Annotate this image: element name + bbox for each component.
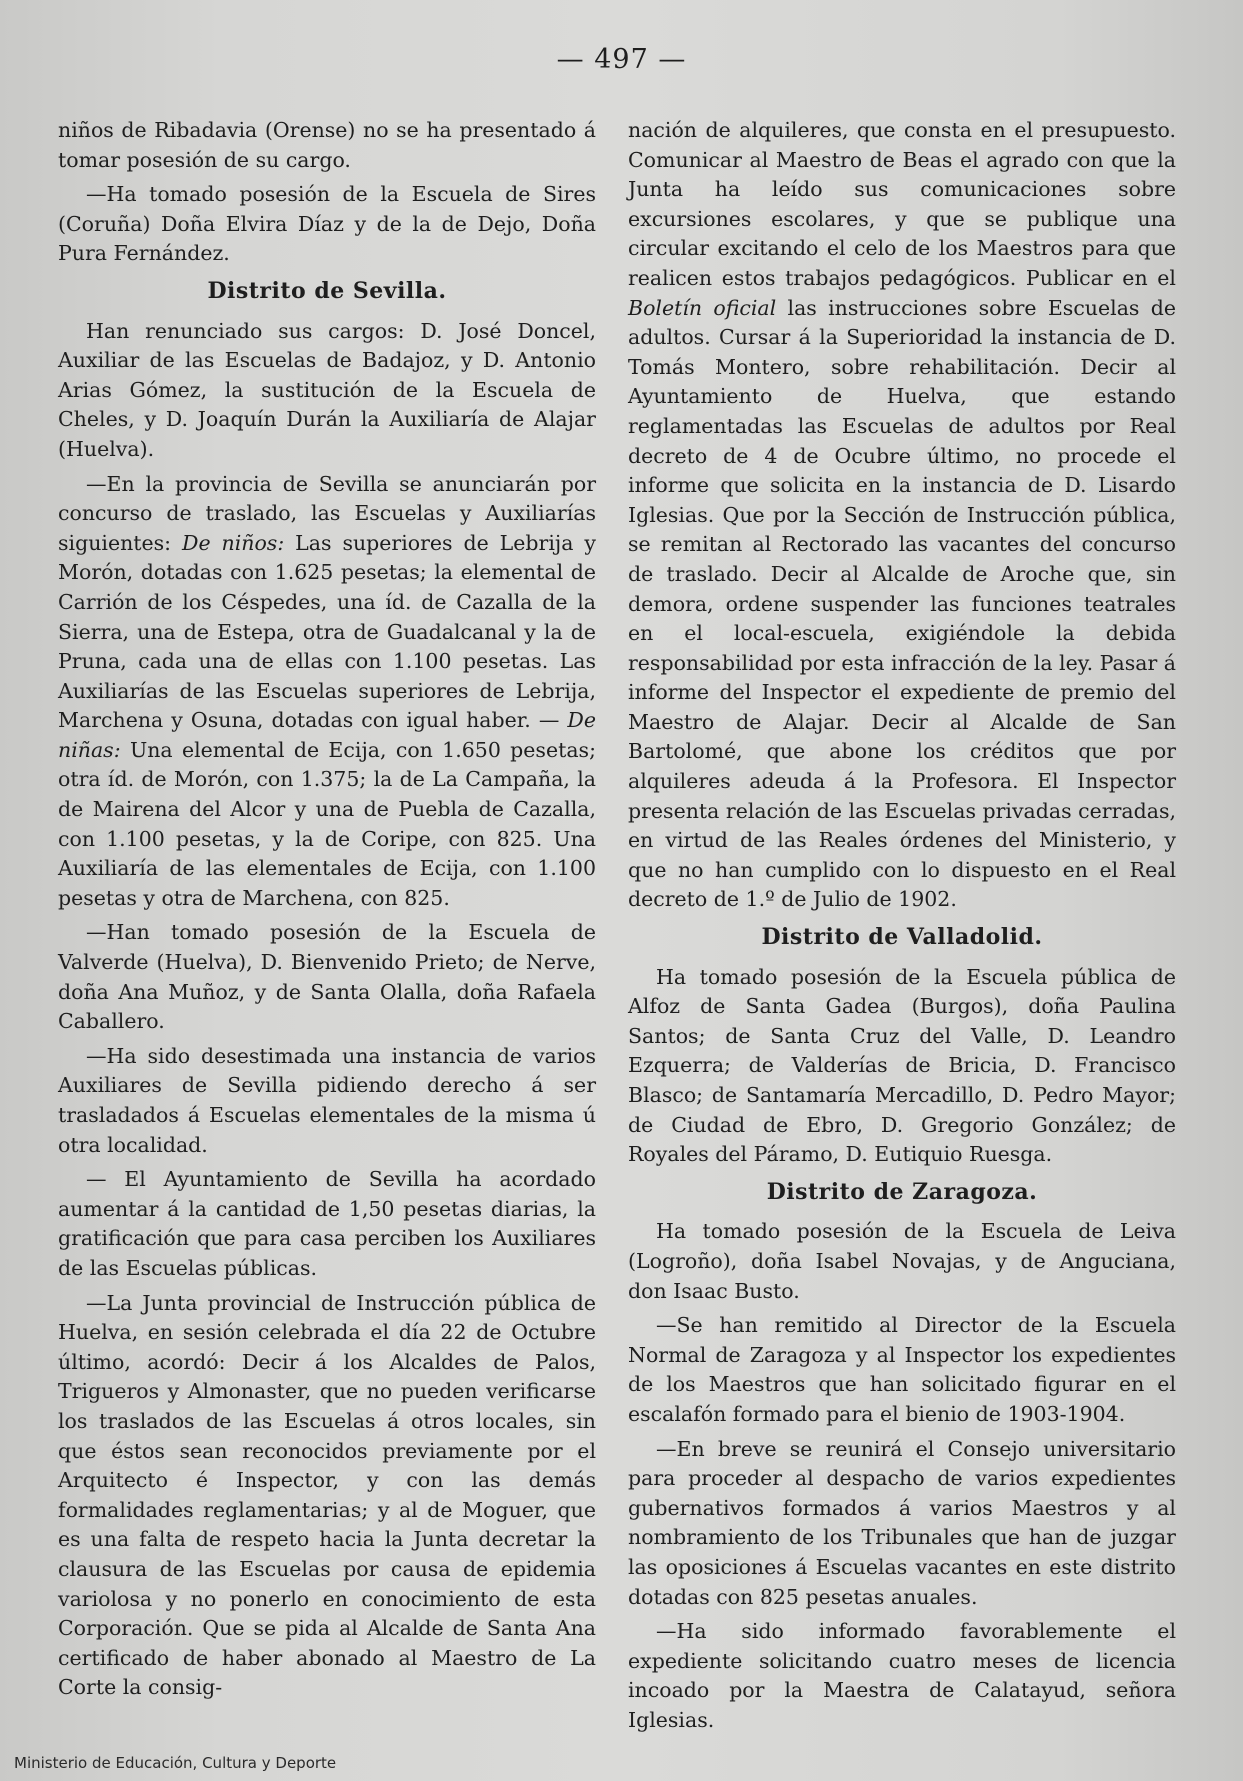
paragraph: —En breve se reunirá el Consejo universitario para proceder al despacho de varios expedientes gubernativos formados á varios Maestros y al nombramiento de los Tribunales que han de juzgar las oposiciones á Escuelas vacantes en este distrito dotadas con 825 pesetas anuales. [628,1436,1176,1609]
paragraph: —Han tomado posesión de la Escuela de Valverde (Huelva), D. Bienvenido Prieto; de Nerve, doña Ana Muñoz, y de Santa Olalla, doña Rafaela Caballero. [58,920,596,1034]
paragraph-vacancies [58,470,596,914]
left-column [58,116,596,1708]
right-column [628,116,1176,1740]
paragraph: —Ha tomado posesión de la Escuela de Sires (Coruña) Doña Elvira Díaz y de la de Dejo, Doña Pura Fernández. [58,182,596,266]
paragraph: —Se han remitido al Director de la Escuela Normal de Zaragoza y al Inspector los expedientes de los Maestros que han solicitado figurar en el escalafón formado para el bienio de 1903-1904. [628,1313,1176,1426]
paragraph: —Ha sido informado favorablemente el expediente solicitando cuatro meses de licencia incoado por la Maestra de Calatayud, señora Iglesias. [628,1619,1176,1732]
paragraph: Ha tomado posesión de la Escuela de Leiva (Logroño), doña Isabel Novajas, y de Anguciana, don Isaac Busto. [628,1219,1176,1303]
footer-credit: Ministerio de Educación, Cultura y Deporte [14,1754,337,1772]
text: Una elemental de Ecija, con 1.650 pesetas; otra íd. de Morón, con 1.375; la de La Campaña, la de Mairena del Alcor y una de Puebla de Cazalla, con 1.100 pesetas, y la de Coripe, con 825. Una Auxiliaría de las elementales de Ecija, con 1.100 pesetas y otra de Marchena, con 825. [58,737,596,910]
text: las instrucciones sobre Escuelas de adultos. Cursar á la Superioridad la instancia de D. Tomás Montero, sobre rehabilitación. Decir al Ayuntamiento de Huelva, que estando reglamentadas las Escuelas de adultos por Real decreto de 4 de Ocubre último, no procede el informe que solicita en la instancia de D. Lisardo Iglesias. Que por la Sección de Instrucción pública, se remitan al Rectorado las vacantes del concurso de traslado. Decir al Alcalde de Aroche que, sin demora, ordene suspender las funciones teatrales en el local-escuela, exigiéndole la debida responsabilidad por esta infracción de la ley. Pasar á informe del Inspector el expediente de premio del Maestro de Alajar. Decir al Alcalde de San Bartolomé, que abone los créditos que por alquileres adeuda á la Profesora. El Inspector presenta relación de las Escuelas privadas cerradas, en virtud de las Reales órdenes del Ministerio, y que no han cumplido con lo dispuesto en el Real decreto de 1.º de Julio de 1902. [628,295,1177,912]
paragraph: —Ha sido desestimada una instancia de varios Auxiliares de Sevilla pidiendo derecho á ser trasladados á Escuelas elementales de la misma ú otra localidad. [58,1043,596,1157]
text: —En la provincia de Sevilla se anunciarán por concurso de traslado, las Escuelas y Auxiliarías siguientes: [58,471,596,555]
italic-label: Boletín oficial [628,295,777,320]
paragraph: Han renunciado sus cargos: D. José Doncel, Auxiliar de las Escuelas de Badajoz, y D. Antonio Arias Gómez, la sustitución de la Escuela de Cheles, y D. Joaquín Durán la Auxiliaría de Alajar (Huelva). [58,318,596,461]
paragraph: —La Junta provincial de Instrucción pública de Huelva, en sesión celebrada el día 22 de Octubre último, acordó: Decir á los Alcaldes de Palos, Trigueros y Almonaster, que no pueden verificarse los traslados de las Escuelas á otros locales, sin que éstos sean reconocidos previamente por el Arquitecto é Inspector, y con las demás formalidades reglamentarias; y al de Moguer, que es una falta de respeto hacia la Junta decretar la clausura de las Escuelas por causa de epidemia variolosa y no ponerlo en conocimiento de esta Corporación. Que se pida al Alcalde de Santa Ana certificado de haber abonado al Maestro de La Corte la consig- [58,1290,596,1700]
section-heading-zaragoza: Distrito de Zaragoza. [766,1178,1038,1205]
section-heading-valladolid: Distrito de Valladolid. [761,924,1043,951]
paragraph: Ha tomado posesión de la Escuela pública de Alfoz de Santa Gadea (Burgos), doña Paulina Santos; de Santa Cruz del Valle, D. Leandro Ezquerra; de Valderías de Bricia, D. Francisco Blasco; de Santamaría Mercadillo, D. Pedro Mayor; de Ciudad de Ebro, D. Gregorio González; de Royales del Páramo, D. Eutiquio Ruesga. [628,964,1176,1167]
text: Las superiores de Lebrija y Morón, dotadas con 1.625 pesetas; la elemental de Carrión de los Céspedes, una íd. de Cazalla de la Sierra, una de Estepa, otra de Guadalcanal y la de Pruna, cada una de ellas con 1.100 pesetas. Las Auxiliarías de las Escuelas superiores de Lebrija, Marchena y Osuna, dotadas con igual haber. — [58,530,596,733]
italic-label: De niñas: [58,708,596,762]
text: nación de alquileres, que consta en el presupuesto. Comunicar al Maestro de Beas el agrado con que la Junta ha leído sus comunicaciones sobre excursiones escolares, y que se publique una circular excitando el celo de los Maestros para que realicen estos trabajos pedagógicos. Publicar en el [628,118,1176,290]
paragraph: — El Ayuntamiento de Sevilla ha acordado aumentar á la cantidad de 1,50 pesetas diarias, la gratificación que para casa perciben los Auxiliares de las Escuelas públicas. [58,1167,596,1280]
page-number: — 497 — [556,44,687,75]
section-heading-sevilla: Distrito de Sevilla. [207,277,447,304]
paragraph-continued [628,116,1176,915]
paragraph: niños de Ribadavia (Orense) no se ha presentado á tomar posesión de su cargo. [58,118,596,172]
italic-label: De niños: [182,530,285,555]
